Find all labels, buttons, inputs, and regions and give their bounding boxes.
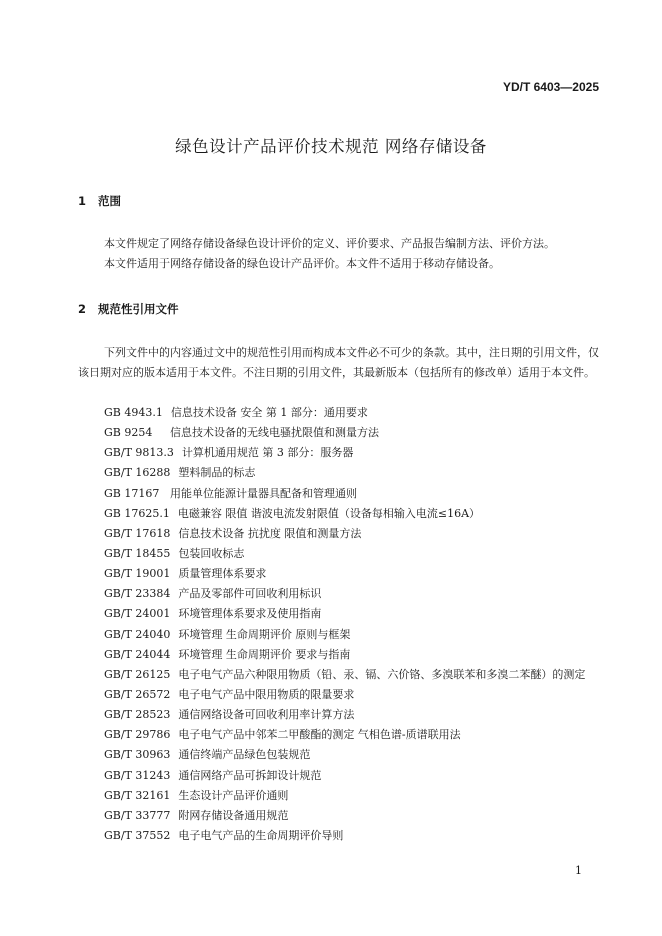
reference-item [104, 604, 585, 624]
reference-title: 环境管理体系要求及使用指南 [178, 607, 322, 621]
reference-item [104, 685, 585, 705]
standard-number: YD/T 6403—2025 [502, 80, 599, 94]
section-1-number: 1 [78, 194, 87, 208]
reference-title: 附网存储设备通用规范 [178, 808, 289, 822]
reference-code: GB/T 30963 [104, 748, 171, 762]
section-2-number: 2 [78, 302, 87, 316]
section-1-paragraph: 本文件适用于网络存储设备的绿色设计产品评价。本文件不适用于移动存储设备。 [104, 257, 500, 270]
reference-item [104, 403, 585, 423]
reference-title: 环境管理 生命周期评价 原则与框架 [178, 627, 351, 641]
reference-code: GB/T 18455 [104, 546, 171, 560]
reference-code: GB/T 26572 [104, 687, 171, 701]
reference-list [104, 403, 585, 846]
reference-code: GB/T 24040 [104, 627, 171, 641]
reference-code: GB/T 31243 [104, 768, 171, 782]
reference-item [104, 826, 585, 846]
reference-code: GB/T 32161 [104, 788, 171, 802]
reference-code: GB 17167 [104, 486, 160, 500]
reference-item [104, 443, 585, 463]
reference-title: 用能单位能源计量器具配备和管理通则 [170, 486, 357, 500]
reference-item [104, 625, 585, 645]
reference-item [104, 484, 585, 504]
reference-item [104, 766, 585, 786]
reference-title: 通信网络设备可回收利用率计算方法 [178, 708, 355, 722]
reference-code: GB/T 23384 [104, 587, 171, 601]
section-2-paragraph: 下列文件中的内容通过文中的规范性引用而构成本文件必不可少的条款。其中，注日期的引用文件，仅该日期对应的版本适用于本文件。不注日期的引用文件，其最新版本（包括所有的修改单）适用于本文件。 [78, 346, 599, 379]
reference-item [104, 665, 585, 685]
section-1-title: 范围 [98, 194, 121, 208]
reference-code: GB/T 17618 [104, 526, 171, 540]
reference-title: 通信网络产品可拆卸设计规范 [178, 768, 322, 782]
reference-title: 计算机通用规范 第 3 部分：服务器 [181, 446, 354, 460]
reference-title: 信息技术设备 安全 第 1 部分：通用要求 [170, 406, 368, 419]
reference-title: 产品及零部件可回收利用标识 [178, 587, 322, 601]
reference-title: 通信终端产品绿色包装规范 [178, 748, 311, 762]
reference-title: 环境管理 生命周期评价 要求与指南 [178, 647, 351, 661]
reference-title: 电子电气产品中邻苯二甲酸酯的测定 气相色谱-质谱联用法 [178, 728, 461, 742]
reference-title: 塑料制品的标志 [178, 466, 256, 480]
reference-item [104, 423, 585, 443]
reference-code: GB/T 16288 [104, 466, 171, 480]
reference-title: 电子电气产品六种限用物质（铅、汞、镉、六价铬、多溴联苯和多溴二苯醚）的测定 [178, 667, 586, 681]
section-2-title: 规范性引用文件 [98, 302, 179, 316]
reference-code: GB 9254 [104, 426, 153, 440]
reference-code: GB/T 33777 [104, 808, 171, 822]
page-title: 绿色设计产品评价技术规范 网络存储设备 [175, 137, 487, 156]
reference-title: 电子电气产品中限用物质的限量要求 [178, 687, 355, 701]
reference-item [104, 504, 585, 524]
reference-item [104, 524, 585, 544]
section-2-heading [78, 301, 179, 317]
reference-code: GB/T 37552 [104, 828, 171, 842]
reference-code: GB/T 26125 [104, 667, 171, 681]
reference-item [104, 463, 585, 483]
reference-title: 包装回收标志 [178, 546, 245, 560]
section-1-paragraph: 本文件规定了网络存储设备绿色设计评价的定义、评价要求、产品报告编制方法、评价方法。 [104, 237, 555, 250]
reference-code: GB 17625.1 [104, 506, 170, 520]
reference-item [104, 786, 585, 806]
reference-item [104, 645, 585, 665]
reference-item [104, 584, 585, 604]
reference-title: 生态设计产品评价通则 [178, 788, 289, 802]
reference-code: GB/T 24001 [104, 607, 171, 621]
reference-code: GB/T 19001 [104, 567, 171, 581]
reference-title: 电磁兼容 限值 谐波电流发射限值（设备每相输入电流≤16A） [177, 506, 481, 520]
reference-item [104, 564, 585, 584]
reference-code: GB/T 24044 [104, 647, 171, 661]
reference-item [104, 745, 585, 765]
section-1-heading [78, 193, 121, 209]
reference-code: GB/T 28523 [104, 708, 171, 722]
reference-title: 质量管理体系要求 [178, 567, 267, 581]
reference-code: GB/T 9813.3 [104, 446, 174, 460]
reference-item [104, 705, 585, 725]
reference-title: 电子电气产品的生命周期评价导则 [178, 828, 344, 842]
reference-title: 信息技术设备 抗扰度 限值和测量方法 [178, 526, 362, 540]
reference-title: 信息技术设备的无线电骚扰限值和测量方法 [170, 426, 379, 440]
reference-code: GB 4943.1 [104, 406, 163, 419]
reference-item [104, 725, 585, 745]
reference-item [104, 544, 585, 564]
reference-item [104, 806, 585, 826]
reference-code: GB/T 29786 [104, 728, 171, 742]
page-number: 1 [575, 864, 582, 877]
